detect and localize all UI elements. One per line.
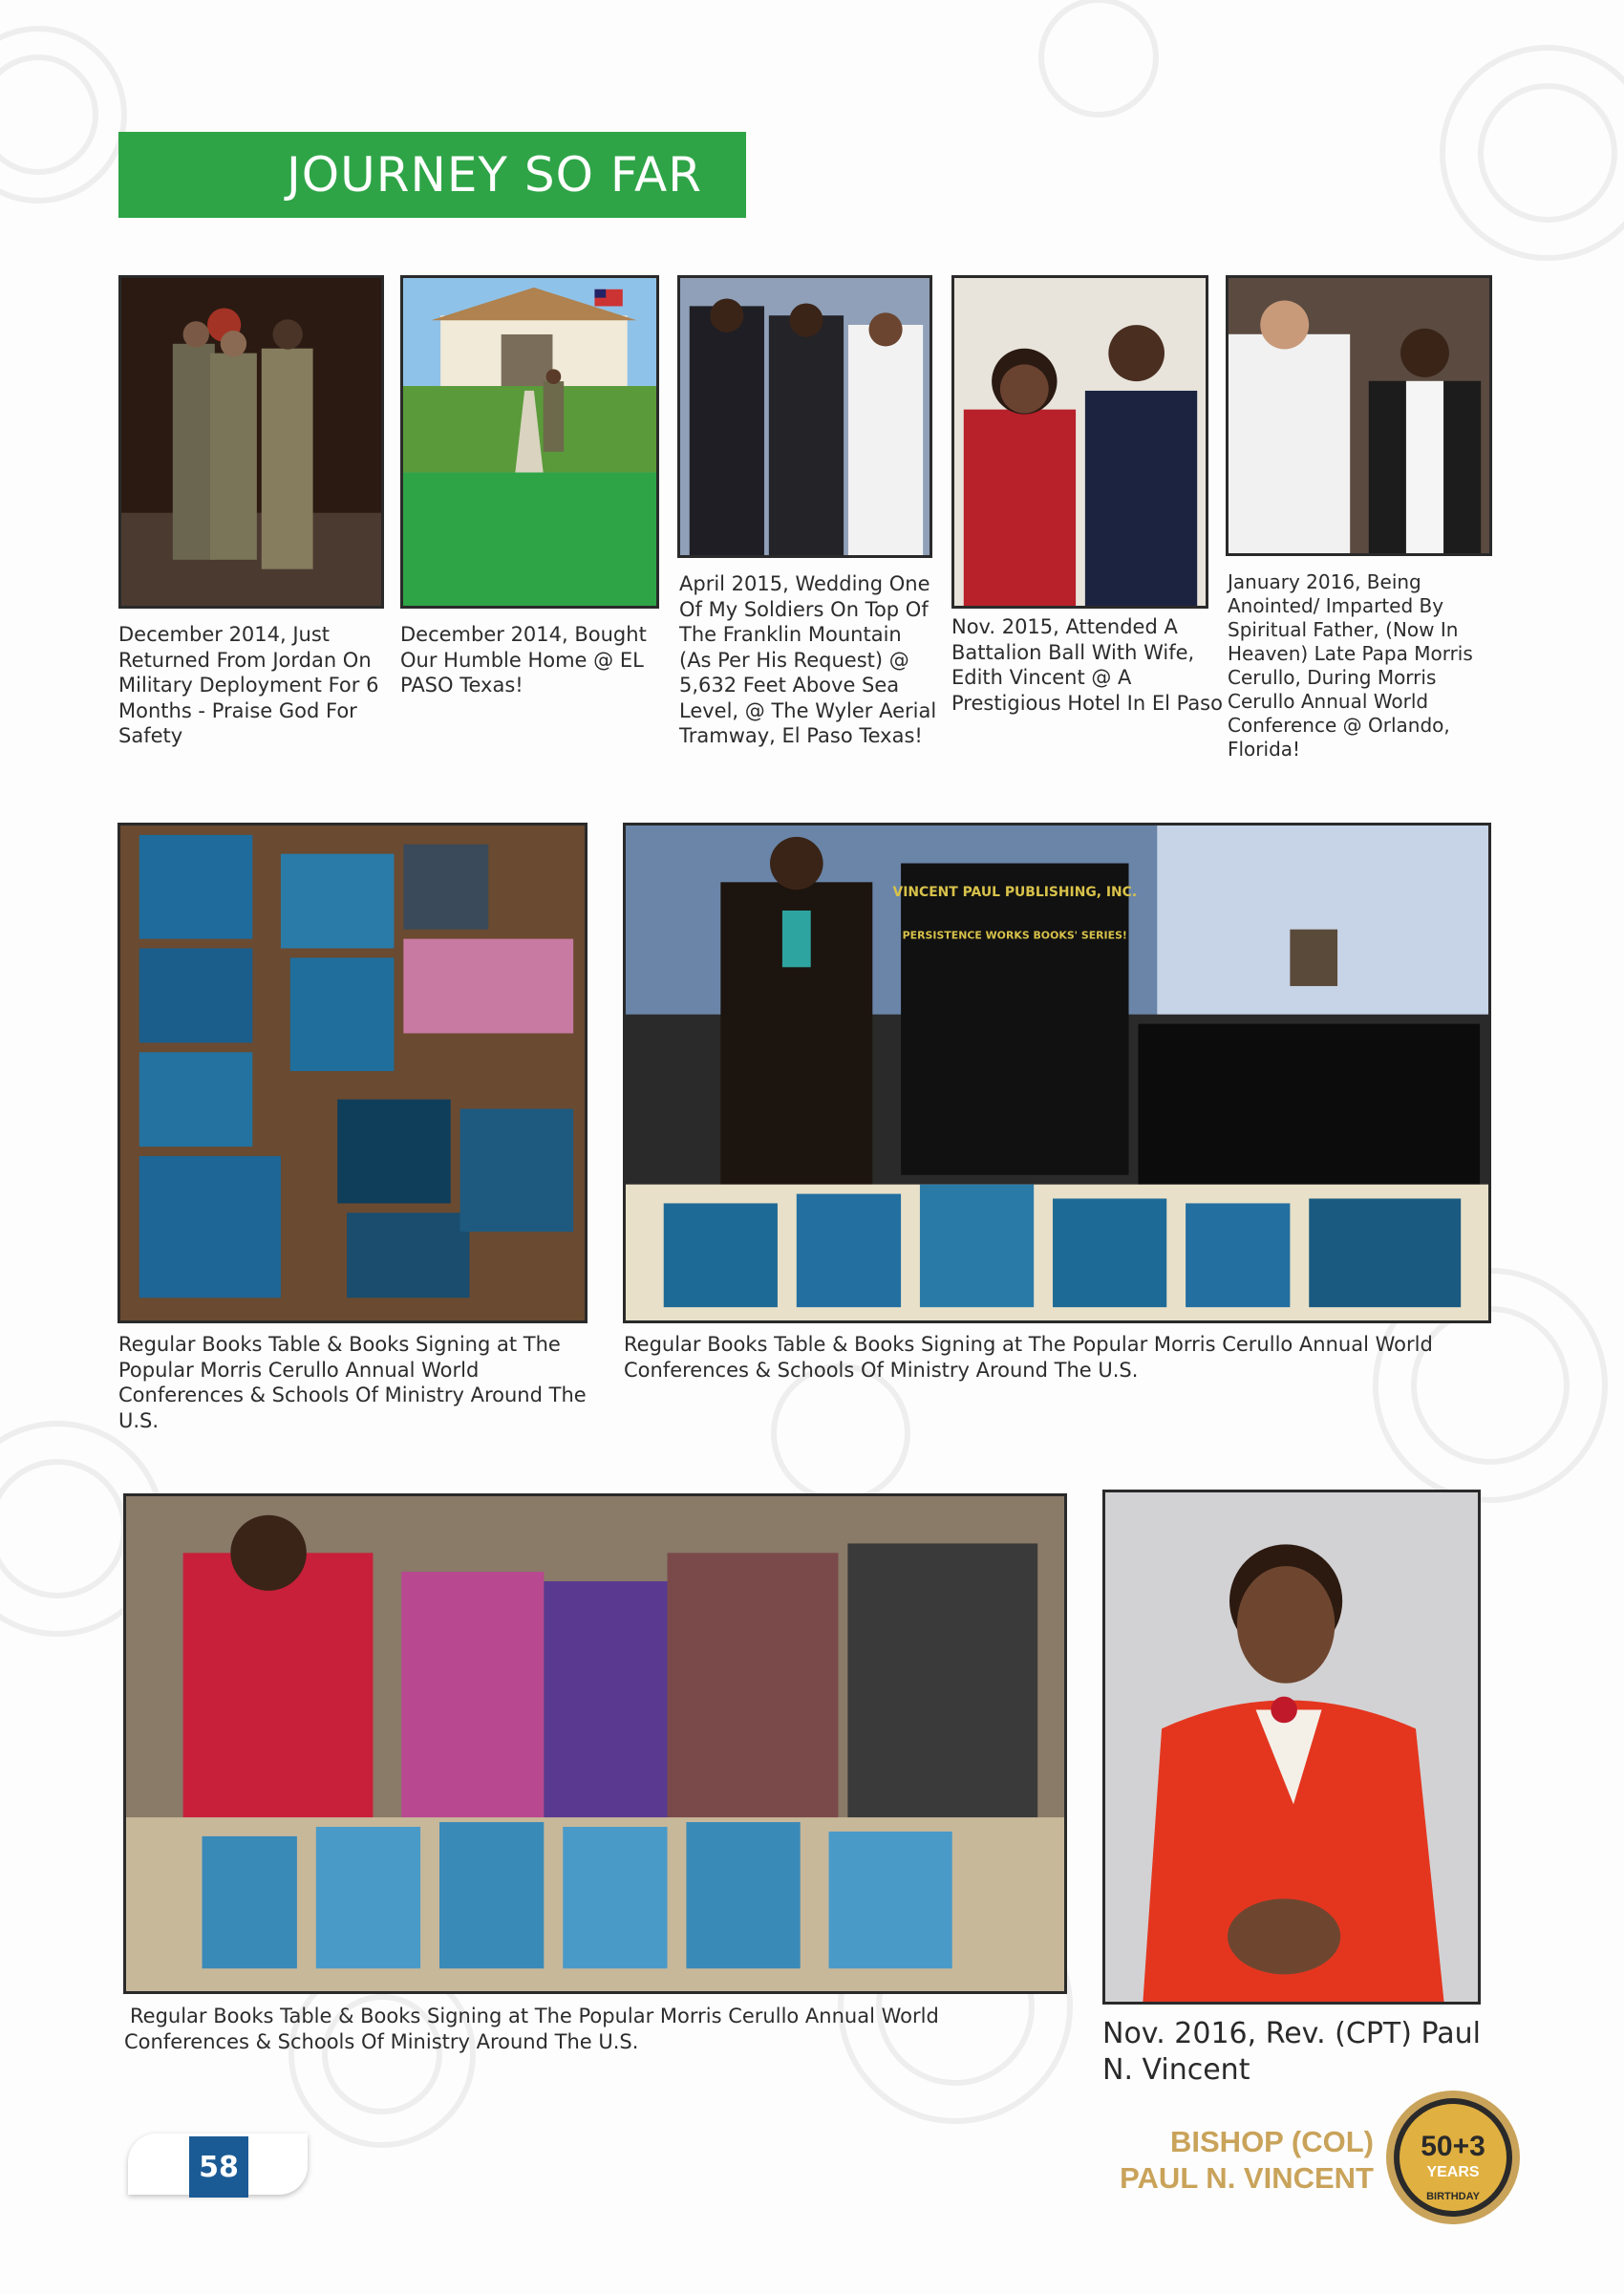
books-signing-photo [623, 823, 1491, 1323]
caption-anointing: January 2016, Being Anointed/ Imparted By Spiritual Father, (Now In Heaven) Late Papa Morris Cerullo, During Morris Cerullo Annual World Conference @ Orlando, Florida! [1228, 570, 1473, 761]
page-number: 58 [189, 2136, 248, 2198]
banner-line2: PERSISTENCE WORKS BOOKS' SERIES! [902, 929, 1127, 942]
caption-home: December 2014, Bought Our Humble Home @ EL PASO Texas! [400, 623, 647, 697]
footer-name [1079, 2124, 1374, 2197]
page-title: JOURNEY SO FAR [118, 132, 746, 218]
footer-name-line2: PAUL N. VINCENT [1120, 2161, 1374, 2195]
caption-books-signing: Regular Books Table & Books Signing at The Popular Morris Cerullo Annual World Conferences & Schools Of Ministry Around The U.S. [624, 1333, 1433, 1382]
books-table-photo [118, 823, 588, 1323]
caption-portrait: Nov. 2016, Rev. (CPT) Paul N. Vincent [1102, 2017, 1481, 2087]
caption-conference-crowd: Regular Books Table & Books Signing at The Popular Morris Cerullo Annual World Conferences & Schools Of Ministry Around The U.S. [124, 2005, 939, 2053]
banner-line1: VINCENT PAUL PUBLISHING, INC. [892, 885, 1138, 901]
anointing-photo [1226, 275, 1492, 556]
footer-name-line1: BISHOP (COL) [1170, 2125, 1374, 2158]
birthday-badge-icon [1384, 2089, 1522, 2226]
wedding-photo [677, 275, 932, 558]
soldiers-night-photo [118, 275, 384, 609]
home-photo [400, 275, 659, 609]
caption-battalion-ball: Nov. 2015, Attended A Battalion Ball With Wife, Edith Vincent @ A Prestigious Hotel In El Paso [951, 615, 1223, 715]
caption-soldiers: December 2014, Just Returned From Jordan On Military Deployment For 6 Months - Praise God For Safety [118, 623, 379, 747]
conference-crowd-photo [123, 1493, 1067, 1994]
badge-birthday: BIRTHDAY [1426, 2191, 1480, 2202]
badge-number: 50+3 [1421, 2131, 1485, 2162]
caption-books-table: Regular Books Table & Books Signing at The Popular Morris Cerullo Annual World Conferences & Schools Of Ministry Around The U.S. [118, 1333, 587, 1432]
battalion-ball-photo [951, 275, 1208, 609]
badge-years: YEARS [1426, 2164, 1480, 2180]
portrait-photo [1102, 1490, 1481, 2005]
caption-wedding: April 2015, Wedding One Of My Soldiers On Top Of The Franklin Mountain (As Per His Request) @ 5,632 Feet Above Sea Level, @ The Wyler Aerial Tramway, El Paso Texas! [679, 572, 937, 747]
